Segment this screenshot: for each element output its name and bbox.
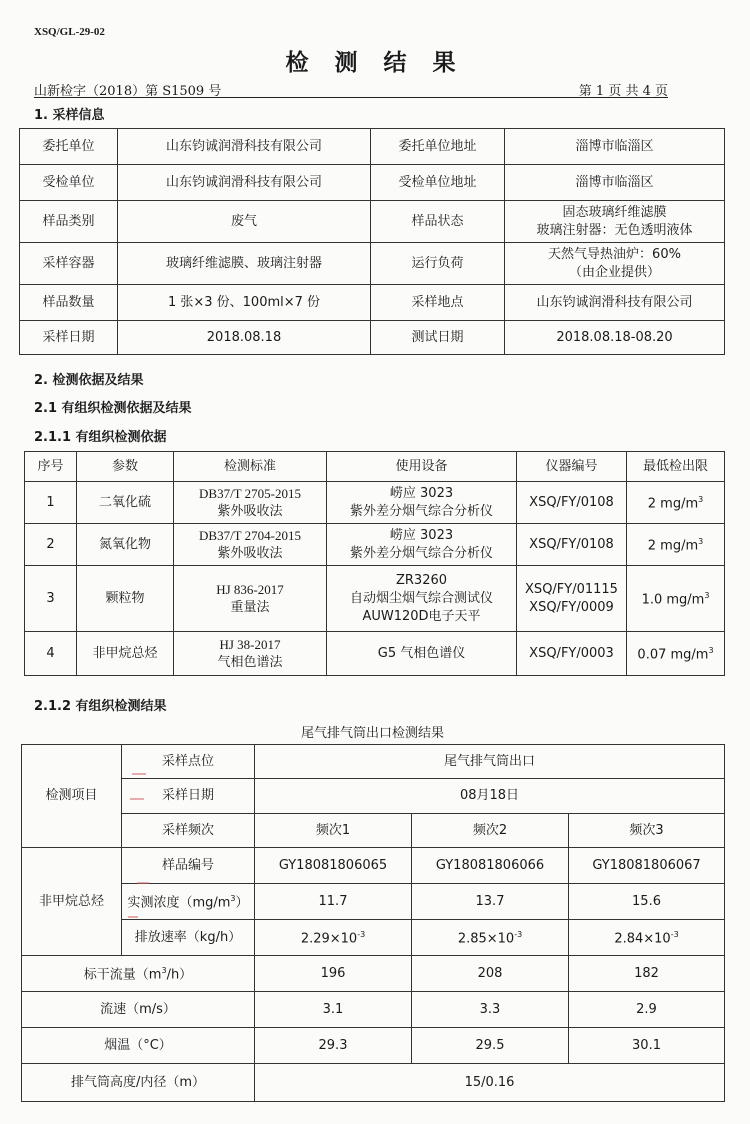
inspected-address-value: 淄博市临淄区 xyxy=(505,165,725,201)
temp-label: 烟温（°C） xyxy=(22,1028,255,1064)
header-divider xyxy=(34,97,668,98)
state-value-line-1: 固态玻璃纤维滤膜 xyxy=(562,204,667,220)
sample-no-label: 样品编号 xyxy=(122,848,255,884)
limit-exponent: 3 xyxy=(698,537,704,547)
conc-3: 15.6 xyxy=(569,884,725,920)
standard-code: HJ 38-2017 xyxy=(219,636,281,652)
point-value: 尾气排气筒出口 xyxy=(255,745,725,779)
section-sampling-info: 1. 采样信息 xyxy=(34,108,105,123)
table-row xyxy=(22,1028,725,1064)
stack-value: 15/0.16 xyxy=(255,1064,725,1102)
row-no: 3 xyxy=(25,566,77,632)
flow-label xyxy=(22,956,255,992)
table-row xyxy=(25,632,725,676)
table-row xyxy=(22,745,725,779)
sampling-date-label: 采样日期 xyxy=(20,321,118,355)
inspected-value: 山东钧诚润滑科技有限公司 xyxy=(118,165,371,201)
velocity-3: 2.9 xyxy=(569,992,725,1028)
container-label: 采样容器 xyxy=(20,243,118,285)
header-detection-limit: 最低检出限 xyxy=(627,452,725,482)
rate-exponent: -3 xyxy=(357,930,366,940)
rate-mantissa: 2.84×10 xyxy=(614,931,671,947)
freq-3: 频次3 xyxy=(569,814,725,848)
test-date-value: 2018.08.18-08.20 xyxy=(505,321,725,355)
row-param: 二氧化硫 xyxy=(77,482,174,524)
conc-label-end: ） xyxy=(235,895,249,911)
temp-2: 29.5 xyxy=(412,1028,569,1064)
row-instrument-no: XSQ/FY/0003 xyxy=(517,632,627,676)
row-no: 1 xyxy=(25,482,77,524)
row-detection-limit xyxy=(627,524,725,566)
row-standard xyxy=(174,566,327,632)
row-no: 4 xyxy=(25,632,77,676)
instrument-line: XSQ/FY/01115 xyxy=(525,581,618,597)
inspected-label: 受检单位 xyxy=(20,165,118,201)
freq-1: 频次1 xyxy=(255,814,412,848)
table-row xyxy=(25,566,725,632)
report-number: 山新检字（2018）第 S1509 号 xyxy=(34,84,222,99)
results-table-title: 尾气排气筒出口检测结果 xyxy=(300,726,444,741)
sampling-info-table xyxy=(19,128,725,355)
row-equipment xyxy=(327,482,517,524)
load-value-line-1: 天然气导热油炉：60% xyxy=(548,246,681,262)
section-organized-basis: 2.1.1 有组织检测依据 xyxy=(34,430,167,445)
equipment-line: 崂应 3023 xyxy=(389,527,454,543)
quantity-value: 1 张×3 份、100ml×7 份 xyxy=(118,285,371,321)
red-pen-mark xyxy=(130,798,144,800)
conc-label-text: 实测浓度（mg/m xyxy=(127,895,231,911)
table-row xyxy=(22,814,725,848)
row-equipment xyxy=(327,524,517,566)
flow-2: 208 xyxy=(412,956,569,992)
load-value-line-2: （由企业提供） xyxy=(568,264,660,280)
row-detection-limit xyxy=(627,632,725,676)
flow-label-end: /h） xyxy=(166,967,193,983)
table-row xyxy=(25,482,725,524)
rate-1 xyxy=(255,920,412,956)
table-row xyxy=(20,243,725,285)
standard-method: 重量法 xyxy=(230,599,270,615)
date-label: 采样日期 xyxy=(122,779,255,814)
table-row xyxy=(22,992,725,1028)
sample-no-2: GY18081806066 xyxy=(412,848,569,884)
conc-label-exponent: 3 xyxy=(230,894,236,904)
standard-method: 气相色谱法 xyxy=(217,654,283,670)
velocity-2: 3.3 xyxy=(412,992,569,1028)
load-value xyxy=(505,243,725,285)
instrument-line: XSQ/FY/0009 xyxy=(529,599,614,615)
table-row xyxy=(22,884,725,920)
limit-exponent: 3 xyxy=(708,646,714,656)
rate-2 xyxy=(412,920,569,956)
table-header-row xyxy=(25,452,725,482)
table-row xyxy=(20,201,725,243)
point-label: 采样点位 xyxy=(122,745,255,779)
red-pen-mark xyxy=(132,773,146,775)
client-address-label: 委托单位地址 xyxy=(371,129,505,165)
table-row xyxy=(20,165,725,201)
table-row xyxy=(20,285,725,321)
item-label: 检测项目 xyxy=(22,745,122,848)
standard-method: 紫外吸收法 xyxy=(217,503,283,519)
velocity-1: 3.1 xyxy=(255,992,412,1028)
page-number: 第 1 页 共 4 页 xyxy=(578,84,668,99)
limit-value: 2 mg/m xyxy=(647,538,699,554)
row-instrument-no xyxy=(517,566,627,632)
table-row xyxy=(22,848,725,884)
row-standard xyxy=(174,482,327,524)
table-row xyxy=(22,779,725,814)
conc-1: 11.7 xyxy=(255,884,412,920)
standard-code: DB37/T 2705-2015 xyxy=(199,485,301,501)
limit-exponent: 3 xyxy=(704,591,710,601)
nmhc-label: 非甲烷总烃 xyxy=(22,848,122,956)
state-value xyxy=(505,201,725,243)
flow-3: 182 xyxy=(569,956,725,992)
sample-no-3: GY18081806067 xyxy=(569,848,725,884)
freq-2: 频次2 xyxy=(412,814,569,848)
limit-value: 0.07 mg/m xyxy=(637,647,709,663)
row-detection-limit xyxy=(627,566,725,632)
row-equipment xyxy=(327,566,517,632)
row-equipment: G5 气相色谱仪 xyxy=(327,632,517,676)
equipment-line: AUW120D电子天平 xyxy=(362,608,481,624)
section-organized-results: 2.1.2 有组织检测结果 xyxy=(34,699,167,714)
row-standard xyxy=(174,524,327,566)
table-row xyxy=(25,524,725,566)
category-value: 废气 xyxy=(118,201,371,243)
standard-code: DB37/T 2704-2015 xyxy=(199,527,301,543)
limit-value: 1.0 mg/m xyxy=(641,592,705,608)
header-param: 参数 xyxy=(77,452,174,482)
date-value: 08月18日 xyxy=(255,779,725,814)
state-label: 样品状态 xyxy=(371,201,505,243)
velocity-label: 流速（m/s） xyxy=(22,992,255,1028)
red-pen-mark xyxy=(128,916,138,918)
rate-mantissa: 2.29×10 xyxy=(300,931,358,947)
rate-exponent: -3 xyxy=(514,930,523,940)
equipment-line: 崂应 3023 xyxy=(389,485,454,501)
load-label: 运行负荷 xyxy=(371,243,505,285)
row-standard xyxy=(174,632,327,676)
rate-3 xyxy=(569,920,725,956)
quantity-label: 样品数量 xyxy=(20,285,118,321)
table-row xyxy=(22,1064,725,1102)
client-value: 山东钧诚润滑科技有限公司 xyxy=(118,129,371,165)
row-instrument-no: XSQ/FY/0108 xyxy=(517,482,627,524)
equipment-line: ZR3260 xyxy=(395,572,448,588)
flow-label-text: 标干流量（m xyxy=(83,967,162,983)
container-value: 玻璃纤维滤膜、玻璃注射器 xyxy=(118,243,371,285)
flow-label-exponent: 3 xyxy=(161,966,167,976)
flow-1: 196 xyxy=(255,956,412,992)
row-param: 颗粒物 xyxy=(77,566,174,632)
category-label: 样品类别 xyxy=(20,201,118,243)
rate-exponent: -3 xyxy=(670,930,679,940)
header-instrument-no: 仪器编号 xyxy=(517,452,627,482)
row-detection-limit xyxy=(627,482,725,524)
freq-label: 采样频次 xyxy=(122,814,255,848)
site-label: 采样地点 xyxy=(371,285,505,321)
results-table xyxy=(21,744,725,1102)
row-param: 非甲烷总烃 xyxy=(77,632,174,676)
temp-3: 30.1 xyxy=(569,1028,725,1064)
row-instrument-no: XSQ/FY/0108 xyxy=(517,524,627,566)
equipment-line: 紫外差分烟气综合分析仪 xyxy=(349,503,493,519)
equipment-line: 紫外差分烟气综合分析仪 xyxy=(349,545,493,561)
temp-1: 29.3 xyxy=(255,1028,412,1064)
table-row xyxy=(20,321,725,355)
conc-2: 13.7 xyxy=(412,884,569,920)
section-basis-results: 2. 检测依据及结果 xyxy=(34,373,144,388)
site-value: 山东钧诚润滑科技有限公司 xyxy=(505,285,725,321)
document-code: XSQ/GL-29-02 xyxy=(34,26,105,38)
standard-method: 紫外吸收法 xyxy=(217,545,283,561)
standard-code: HJ 836-2017 xyxy=(216,581,284,597)
limit-exponent: 3 xyxy=(698,495,704,505)
rate-mantissa: 2.85×10 xyxy=(457,931,515,947)
sample-no-1: GY18081806065 xyxy=(255,848,412,884)
stack-label: 排气筒高度/内径（m） xyxy=(22,1064,255,1102)
client-label: 委托单位 xyxy=(20,129,118,165)
row-no: 2 xyxy=(25,524,77,566)
test-date-label: 测试日期 xyxy=(371,321,505,355)
state-value-line-2: 玻璃注射器：无色透明液体 xyxy=(536,222,693,238)
section-organized-basis-results: 2.1 有组织检测依据及结果 xyxy=(34,401,192,416)
equipment-line: 自动烟尘烟气综合测试仪 xyxy=(349,590,493,606)
table-row xyxy=(22,920,725,956)
sampling-date-value: 2018.08.18 xyxy=(118,321,371,355)
conc-label xyxy=(122,884,255,920)
client-address-value: 淄博市临淄区 xyxy=(505,129,725,165)
row-param: 氮氧化物 xyxy=(77,524,174,566)
header-no: 序号 xyxy=(25,452,77,482)
inspected-address-label: 受检单位地址 xyxy=(371,165,505,201)
limit-value: 2 mg/m xyxy=(647,496,699,512)
table-row xyxy=(22,956,725,992)
page-title: 检 测 结 果 xyxy=(285,50,465,76)
rate-label: 排放速率（kg/h） xyxy=(122,920,255,956)
header-equipment: 使用设备 xyxy=(327,452,517,482)
red-pen-mark xyxy=(137,882,149,884)
header-standard: 检测标准 xyxy=(174,452,327,482)
basis-table xyxy=(24,451,725,676)
table-row xyxy=(20,129,725,165)
